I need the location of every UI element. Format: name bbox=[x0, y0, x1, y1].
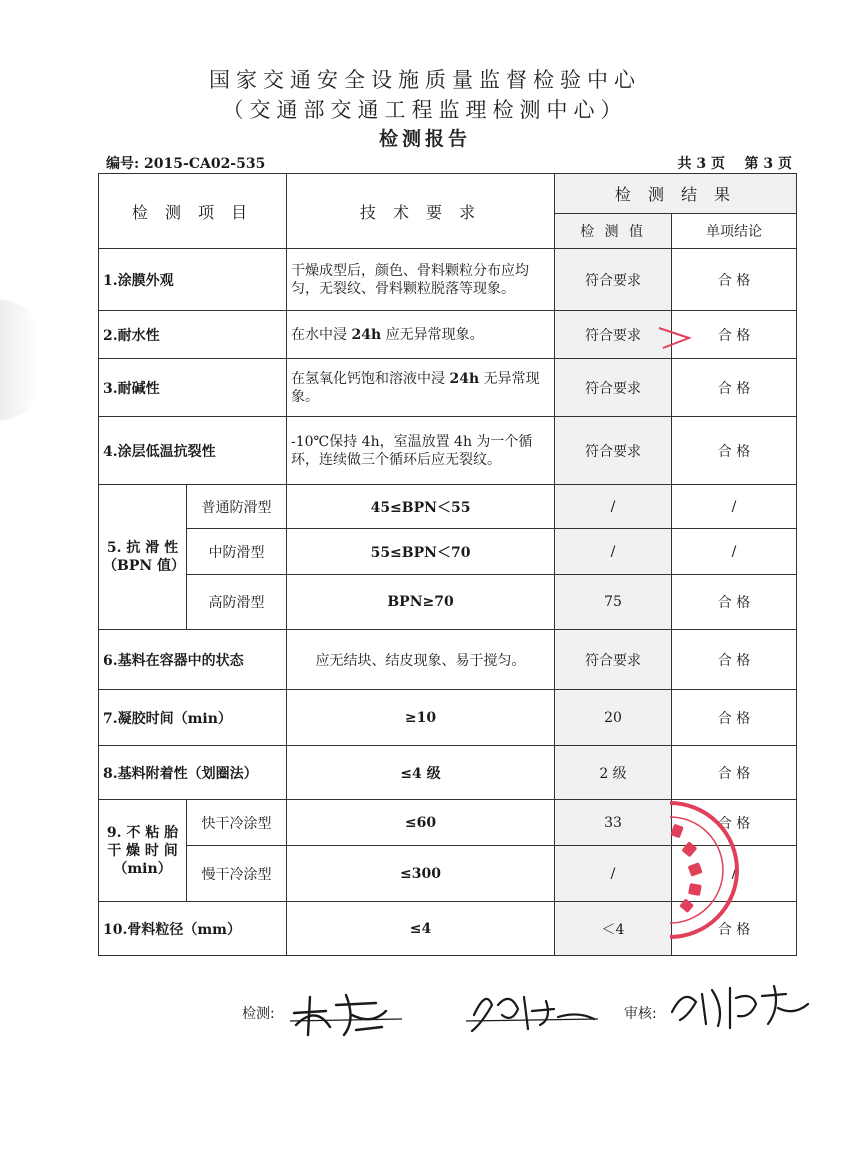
measured-cell: / bbox=[555, 485, 672, 529]
table-row bbox=[99, 249, 797, 311]
requirement-cell: ≤60 bbox=[287, 800, 555, 846]
conclusion-cell: 合 格 bbox=[672, 746, 797, 800]
reviewer-label: 审核: bbox=[624, 1006, 657, 1022]
measured-cell: 33 bbox=[555, 800, 672, 846]
conclusion-cell: 合 格 bbox=[672, 417, 797, 485]
item-cell: 7.凝胶时间（min） bbox=[99, 690, 287, 746]
measured-cell: 符合要求 bbox=[555, 630, 672, 690]
measured-cell: 符合要求 bbox=[555, 417, 672, 485]
conclusion-cell: / bbox=[672, 846, 797, 902]
table-row bbox=[99, 485, 797, 529]
requirement-duration: 24h bbox=[449, 370, 480, 387]
requirement-cell: ≤4 级 bbox=[287, 746, 555, 800]
tester-signature-icon bbox=[286, 975, 406, 1045]
measured-cell: 75 bbox=[555, 575, 672, 630]
header-item: 检 测 项 目 bbox=[99, 174, 287, 249]
header-result: 检 测 结 果 bbox=[555, 174, 797, 214]
tester-label: 检测: bbox=[242, 1006, 275, 1022]
reviewer-signature-icon bbox=[666, 968, 816, 1038]
item-cell: 8.基料附着性（划圈法） bbox=[99, 746, 287, 800]
requirement-cell bbox=[287, 311, 555, 359]
conclusion-cell: 合 格 bbox=[672, 359, 797, 417]
conclusion-cell: 合 格 bbox=[672, 690, 797, 746]
group-cell-tack-free-time: 9. 不 粘 胎 干 燥 时 间（min） bbox=[99, 800, 187, 902]
organization-name: 国家交通安全设施质量监督检验中心 bbox=[209, 68, 641, 92]
requirement-cell: 45≤BPN＜55 bbox=[287, 485, 555, 529]
requirement-text: 在氢氧化钙饱和溶液中浸 bbox=[291, 370, 450, 387]
conclusion-cell: / bbox=[672, 485, 797, 529]
conclusion-cell: 合 格 bbox=[672, 800, 797, 846]
table-row bbox=[99, 630, 797, 690]
subitem-cell: 高防滑型 bbox=[187, 575, 287, 630]
requirement-cell: ≤4 bbox=[287, 902, 555, 956]
requirement-duration: 24h bbox=[351, 326, 382, 343]
conclusion-cell: / bbox=[672, 529, 797, 575]
requirement-cell: 干燥成型后，颜色、骨料颗粒分布应均匀，无裂纹、骨料颗粒脱落等现象。 bbox=[287, 249, 555, 311]
measured-cell: 符合要求 bbox=[555, 249, 672, 311]
requirement-cell: 55≤BPN＜70 bbox=[287, 529, 555, 575]
conclusion-cell: 合 格 bbox=[672, 630, 797, 690]
item-cell: 1.涂膜外观 bbox=[99, 249, 287, 311]
subitem-cell: 普通防滑型 bbox=[187, 485, 287, 529]
table-row bbox=[99, 359, 797, 417]
requirement-text: 无异常现象。 bbox=[291, 370, 540, 405]
subitem-cell: 中防滑型 bbox=[187, 529, 287, 575]
check-mark-icon bbox=[655, 322, 695, 352]
item-cell: 10.骨料粒径（mm） bbox=[99, 902, 287, 956]
header-row bbox=[99, 174, 797, 214]
table-row bbox=[99, 746, 797, 800]
measured-cell: 符合要求 bbox=[555, 311, 672, 359]
requirement-cell: ≥10 bbox=[287, 690, 555, 746]
requirement-cell: ≤300 bbox=[287, 846, 555, 902]
measured-cell: 20 bbox=[555, 690, 672, 746]
subitem-cell: 快干冷涂型 bbox=[187, 800, 287, 846]
measured-cell: ＜4 bbox=[555, 902, 672, 956]
measured-cell: 2 级 bbox=[555, 746, 672, 800]
measured-cell: / bbox=[555, 846, 672, 902]
header-measured: 检 测 值 bbox=[555, 214, 672, 249]
organization-subtitle: （交通部交通工程监理检测中心） bbox=[222, 98, 628, 122]
seal-stamp-icon bbox=[620, 795, 760, 945]
conclusion-cell: 合 格 bbox=[672, 575, 797, 630]
conclusion-cell: 合 格 bbox=[672, 249, 797, 311]
conclusion-cell: 合 格 bbox=[672, 311, 797, 359]
requirement-cell: -10℃保持 4h，室温放置 4h 为一个循环，连续做三个循环后应无裂纹。 bbox=[287, 417, 555, 485]
item-cell: 6.基料在容器中的状态 bbox=[99, 630, 287, 690]
table-row bbox=[99, 417, 797, 485]
header-conclusion: 单项结论 bbox=[672, 214, 797, 249]
report-number: 编号: 2015-CA02-535 bbox=[106, 156, 266, 172]
item-cell: 2.耐水性 bbox=[99, 311, 287, 359]
requirement-cell: 应无结块、结皮现象、易于搅匀。 bbox=[287, 630, 555, 690]
header-requirement: 技 术 要 求 bbox=[287, 174, 555, 249]
requirement-text: 应无异常现象。 bbox=[381, 326, 484, 343]
requirement-text: 在水中浸 bbox=[291, 326, 352, 343]
table-row bbox=[99, 529, 797, 575]
co-tester-signature-icon bbox=[462, 975, 602, 1045]
requirement-cell: BPN≥70 bbox=[287, 575, 555, 630]
conclusion-cell: 合 格 bbox=[672, 902, 797, 956]
subitem-cell: 慢干冷涂型 bbox=[187, 846, 287, 902]
group-cell-skid-resistance: 5. 抗 滑 性（BPN 值） bbox=[99, 485, 187, 630]
table-row bbox=[99, 690, 797, 746]
measured-cell: 符合要求 bbox=[555, 359, 672, 417]
requirement-cell bbox=[287, 359, 555, 417]
report-title: 检测报告 bbox=[378, 128, 471, 150]
page-info: 共 3 页 第 3 页 bbox=[677, 156, 792, 172]
item-cell: 3.耐碱性 bbox=[99, 359, 287, 417]
item-cell: 4.涂层低温抗裂性 bbox=[99, 417, 287, 485]
measured-cell: / bbox=[555, 529, 672, 575]
scan-shadow bbox=[0, 300, 40, 420]
table-row bbox=[99, 575, 797, 630]
